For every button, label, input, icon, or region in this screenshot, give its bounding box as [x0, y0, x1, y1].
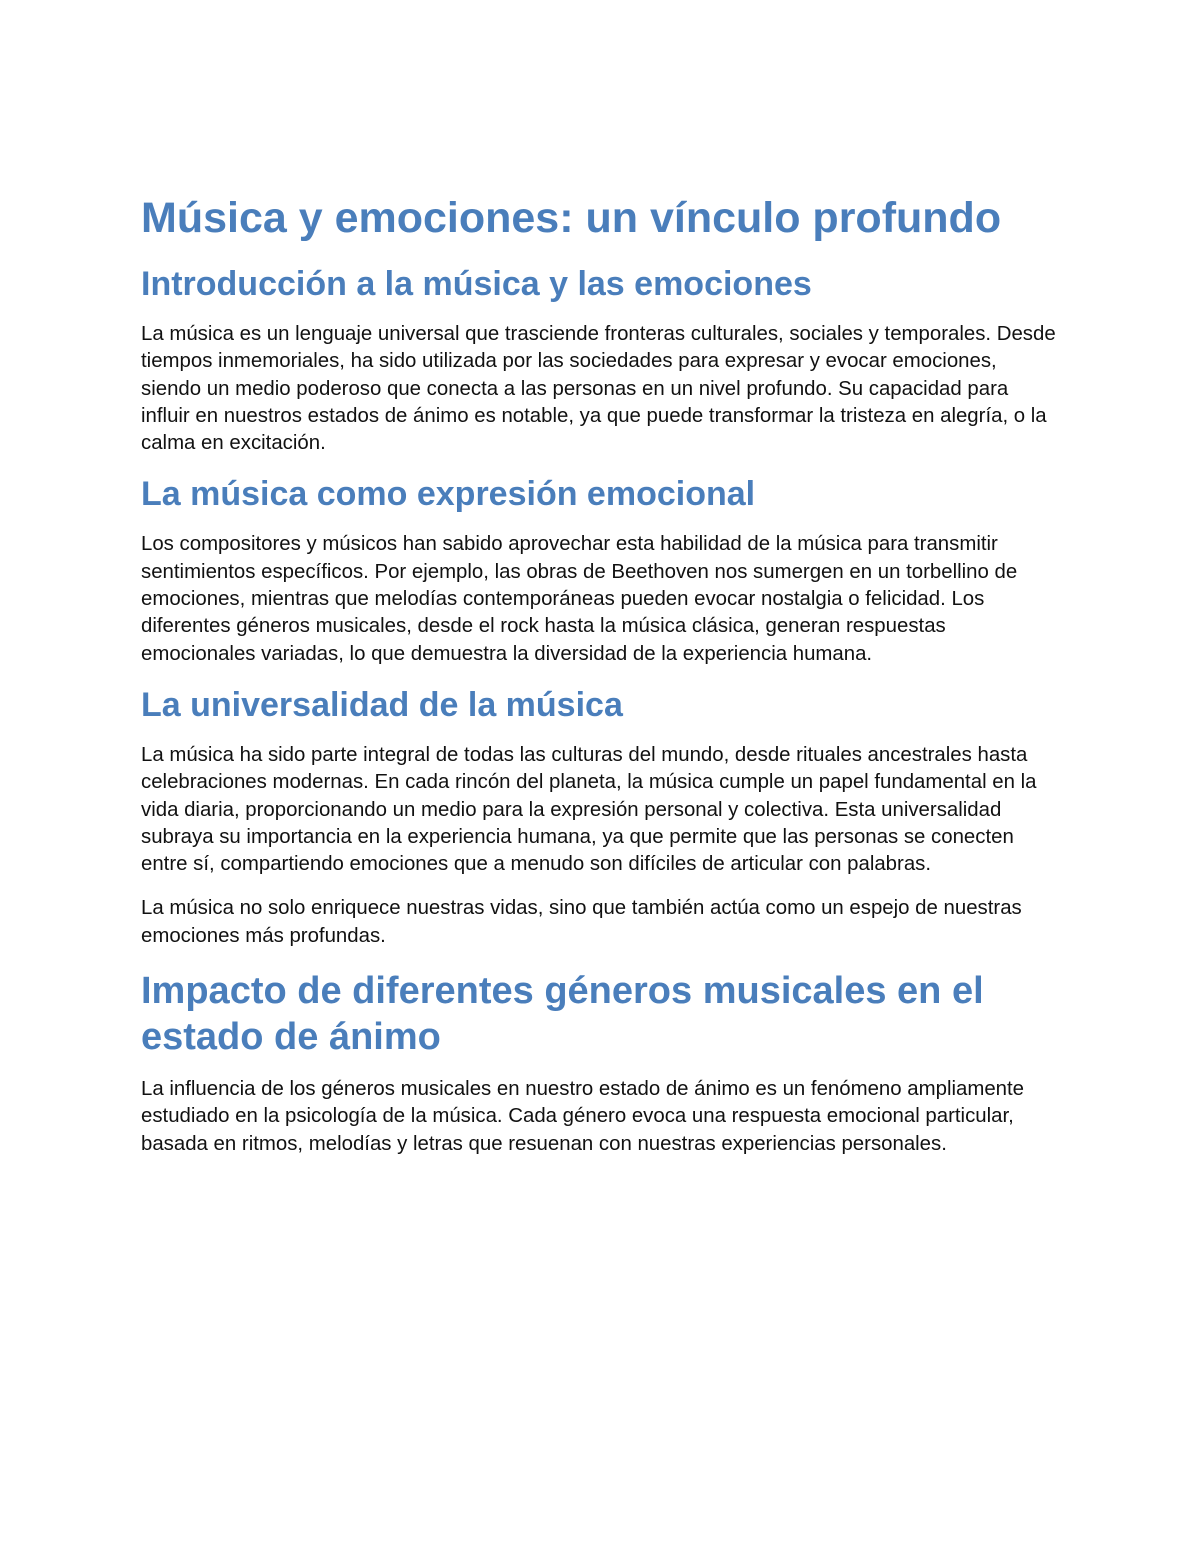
section-paragraph-introduccion: La música es un lenguaje universal que trasciende fronteras culturales, sociales y temporales. Desde tiempos inmemoriales, ha sido utilizada por las sociedades para expresar y evocar emociones, siendo un medio poderoso que conecta a las personas en un nivel profundo. Su capacidad para influir en nuestros estados de ánimo es notable, ya que puede transformar la tristeza en alegría, o la calma en excitación. — [141, 323, 1056, 455]
section-heading-expresion-emocional: La música como expresión emocional — [141, 475, 756, 514]
section-heading-universalidad: La universalidad de la música — [141, 685, 623, 724]
document-body — [141, 192, 1061, 1158]
section-heading-introduccion: Introducción a la música y las emociones — [141, 265, 812, 303]
section-paragraph-expresion-emocional: Los compositores y músicos han sabido aprovechar esta habilidad de la música para transmitir sentimientos específicos. Por ejemplo, las obras de Beethoven nos sumergen en un torbellino de emociones, mientras que melodías contemporáneas pueden evocar nostalgia o felicidad. Los diferentes géneros musicales, desde el rock hasta la música clásica, generan respuestas emocionales variadas, lo que demuestra la diversidad de la experiencia humana. — [141, 533, 1018, 665]
section-paragraph-impacto-generos: La influencia de los géneros musicales en nuestro estado de ánimo es un fenómeno ampliamente estudiado en la psicología de la música. Cada género evoca una respuesta emocional particular, basada en ritmos, melodías y letras que resuenan con nuestras experiencias personales. — [141, 1078, 1025, 1155]
section-paragraph-espejo: La música no solo enriquece nuestras vidas, sino que también actúa como un espejo de nuestras emociones más profundas. — [141, 897, 1022, 947]
document-title: Música y emociones: un vínculo profundo — [141, 194, 1002, 242]
section-paragraph-universalidad: La música ha sido parte integral de todas las culturas del mundo, desde rituales ancestrales hasta celebraciones modernas. En cada rincón del planeta, la música cumple un papel fundamental en la vida diaria, proporcionando un medio para la expresión personal y colectiva. Esta universalidad subraya su importancia en la experiencia humana, ya que permite que las personas se conecten entre sí, compartiendo emociones que a menudo son difíciles de articular con palabras. — [141, 743, 1037, 876]
section-heading-impacto-generos: Impacto de diferentes géneros musicales en el estado de ánimo — [141, 970, 984, 1059]
